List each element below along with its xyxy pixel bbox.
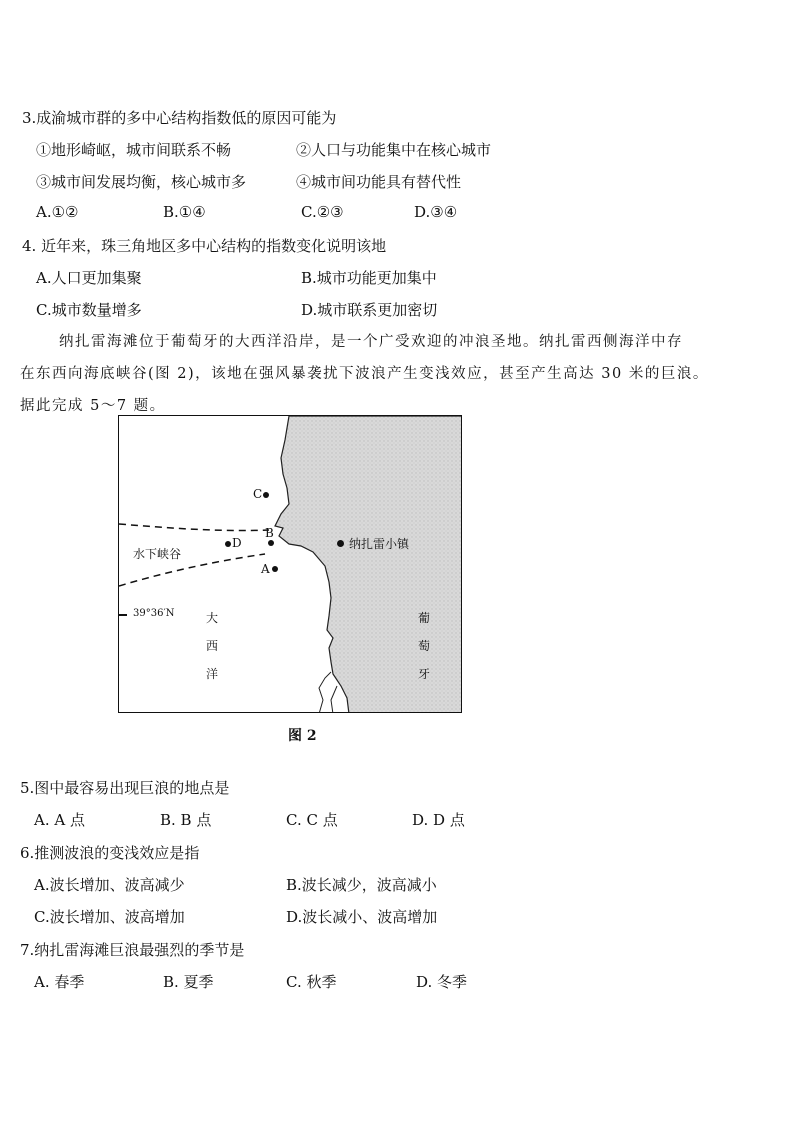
q3-option-d[interactable]: D.③④ — [414, 203, 458, 221]
ocean-char-3: 洋 — [205, 667, 218, 681]
town-marker — [337, 540, 344, 547]
passage-line-3: 据此完成 5～7 题。 — [20, 398, 166, 414]
river-inlet — [319, 672, 331, 713]
land-area — [275, 416, 462, 713]
q5-option-d[interactable]: D. D 点 — [412, 811, 465, 829]
q4-option-b[interactable]: B.城市功能更加集中 — [301, 269, 437, 287]
figure-caption: 图 2 — [288, 728, 317, 744]
q7-option-c[interactable]: C. 秋季 — [286, 973, 337, 991]
q6-option-d[interactable]: D.波长减小、波高增加 — [286, 908, 438, 926]
q6-option-b[interactable]: B.波长减少，波高减小 — [286, 876, 437, 894]
q3-option-b[interactable]: B.①④ — [163, 203, 206, 221]
ocean-char-2: 西 — [205, 639, 218, 653]
q7-option-a[interactable]: A. 春季 — [34, 973, 85, 991]
q5-option-a[interactable]: A. A 点 — [34, 811, 85, 829]
map-figure-2 — [118, 415, 462, 713]
map-drawing — [119, 416, 462, 713]
point-a-label: A — [261, 562, 270, 576]
q4-option-a[interactable]: A.人口更加集聚 — [36, 269, 142, 287]
ocean-char-1: 大 — [205, 611, 218, 625]
q5-option-b[interactable]: B. B 点 — [160, 811, 212, 829]
question-3-stem: 3.成渝城市群的多中心结构指数低的原因可能为 — [22, 109, 337, 127]
point-c-marker — [263, 492, 269, 498]
point-d-marker — [225, 541, 231, 547]
q4-option-d[interactable]: D.城市联系更加密切 — [301, 301, 438, 319]
passage-line-1: 纳扎雷海滩位于葡萄牙的大西洋沿岸，是一个广受欢迎的冲浪圣地。纳扎雷西侧海洋中存 — [59, 334, 683, 350]
q4-option-c[interactable]: C.城市数量增多 — [36, 301, 142, 319]
canyon-north-edge — [119, 524, 269, 531]
q3-item-1: ①地形崎岖，城市间联系不畅 — [36, 141, 232, 159]
q3-option-a[interactable]: A.①② — [36, 203, 79, 221]
country-char-2: 萄 — [417, 639, 430, 653]
country-char-3: 牙 — [417, 667, 430, 681]
point-a-marker — [272, 566, 278, 572]
country-char-1: 葡 — [417, 611, 430, 625]
canyon-label: 水下峡谷 — [133, 547, 182, 561]
q7-option-d[interactable]: D. 冬季 — [416, 973, 468, 991]
point-b-marker — [268, 540, 274, 546]
q6-option-a[interactable]: A.波长增加、波高减少 — [34, 876, 185, 894]
question-4-stem: 4. 近年来，珠三角地区多中心结构的指数变化说明该地 — [22, 237, 387, 255]
point-d-label: D — [232, 536, 242, 550]
q5-option-c[interactable]: C. C 点 — [286, 811, 338, 829]
passage-line-2: 在东西向海底峡谷(图 2)，该地在强风暴袭扰下波浪产生变浅效应，甚至产生高达 30 米的巨浪。 — [20, 366, 709, 382]
question-5-stem: 5.图中最容易出现巨浪的地点是 — [20, 779, 230, 797]
q6-option-c[interactable]: C.波长增加、波高增加 — [34, 908, 185, 926]
q3-option-c[interactable]: C.②③ — [301, 203, 344, 221]
q7-option-b[interactable]: B. 夏季 — [163, 973, 214, 991]
town-label: 纳扎雷小镇 — [349, 537, 410, 551]
question-7-stem: 7.纳扎雷海滩巨浪最强烈的季节是 — [20, 941, 245, 959]
latitude-label: 39°36′N — [133, 608, 175, 619]
river-inlet-2 — [331, 686, 337, 713]
question-6-stem: 6.推测波浪的变浅效应是指 — [20, 844, 200, 862]
point-c-label: C — [253, 487, 263, 501]
q3-item-2: ②人口与功能集中在核心城市 — [296, 141, 492, 159]
q3-item-3: ③城市间发展均衡，核心城市多 — [36, 173, 247, 191]
point-b-label: B — [265, 526, 274, 540]
q3-item-4: ④城市间功能具有替代性 — [296, 173, 462, 191]
